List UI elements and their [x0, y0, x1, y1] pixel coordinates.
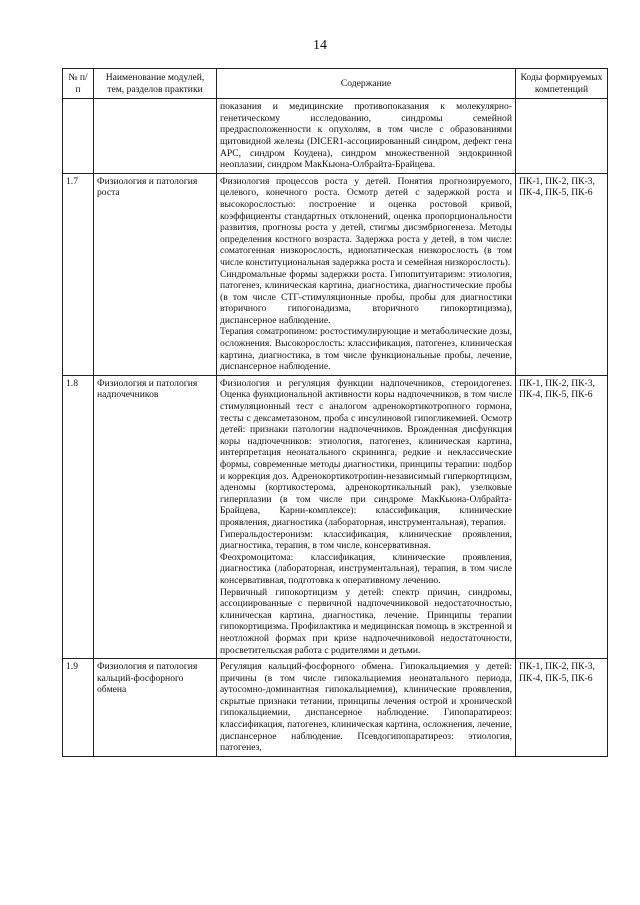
- content-paragraph: Синдромальные формы задержки роста. Гипопитуитаризм: этиология, патогенез, клиническая картина, диагностика, диагностические пробы (в том числе СТГ-стимуляционные пробы, пробы для диагностики вторичного гипогонадизма, вторичного гипокортицизма), диспансерное наблюдение.: [220, 268, 512, 326]
- table-row-continued: [63, 99, 608, 174]
- content-paragraph: Регуляция кальций-фосфорного обмена. Гипокальциемия у детей: причины (в том числе гипокальциемия неонатального периода, аутосомно-доминантная гипокальциемия), клинические проявления, скрытые признаки тетании, принципы лечения острой и хронической гипокальциемии, диспансерное наблюдение. Гипопаратиреоз: классификация, патогенез, клиническая картина, осложнения, лечение, диспансерное наблюдение. Псевдогипопаратиреоз: этиология, патогенез,: [220, 661, 512, 754]
- cell-codes: ПК-1, ПК-2, ПК-3, ПК-4, ПК-5, ПК-6: [516, 173, 608, 375]
- cell-content: [217, 173, 516, 375]
- cell-name: [94, 99, 217, 174]
- header-name: Наименование модулей, тем, разделов практики: [94, 69, 217, 99]
- cell-num: 1.7: [63, 173, 94, 375]
- cell-name: Физиология и патология кальций-фосфорного обмена: [94, 659, 217, 757]
- content-paragraph: Первичный гипокортицизм у детей: спектр причин, синдромы, ассоциированные с первичной надпочечниковой недостаточностью, клиническая картина, диагностика, лечение. Принципы терапии гипокортицизма. Профилактика и медицинская помощь в экстренной и неотложной формах при кризе надпочечниковой недостаточности, просветительская работа с родителями и детьми.: [220, 586, 512, 656]
- content-paragraph: Гиперальдостеронизм: классификация, клинические проявления, диагностика, терапия, в том числе, консервативная.: [220, 528, 512, 552]
- page-number: 14: [313, 38, 327, 53]
- cell-content: [217, 659, 516, 757]
- cell-codes: ПК-1, ПК-2, ПК-3, ПК-4, ПК-5, ПК-6: [516, 659, 608, 757]
- cell-content: [217, 375, 516, 658]
- cell-name: Физиология и патология роста: [94, 173, 217, 375]
- cell-num: 1.9: [63, 659, 94, 757]
- content-paragraph: Физиология процессов роста у детей. Понятия прогнозируемого, целевого, конечного роста. Осмотр детей с задержкой роста и высокорослостью: построение и оценка ростовой кривой, коэффициенты стандартных отклонений, оценка пропорциональности развития, прогнозы роста у детей, стигмы дисэмбриогенеза. Методы определения костного возраста. Задержка роста у детей, в том числе: соматогенная низкорослость, идиопатическая низкорослость (в том числе конституциональная задержка роста и семейная низкорослость).: [220, 175, 512, 268]
- header-num: № п/п: [63, 69, 94, 99]
- table-header-row: [63, 69, 608, 99]
- cell-codes: [516, 99, 608, 174]
- header-content: Содержание: [217, 69, 516, 99]
- cell-num: 1.8: [63, 375, 94, 658]
- table-row-1-8: [63, 375, 608, 658]
- cell-name: Физиология и патология надпочечников: [94, 375, 217, 658]
- content-paragraph: Феохромоцитома: классификация, клинические проявления, диагностика (лабораторная, инструментальная), терапия, в том числе консервативная, подготовка к оперативному лечению.: [220, 551, 512, 586]
- content-paragraph: Терапия соматропином: ростостимулирующие и метаболические дозы, осложнения. Высокорослость: классификация, патогенез, клиническая картина, диагностика, в том числе функциональные пробы, лечение, диспансерное наблюдение.: [220, 326, 512, 373]
- cell-content: [217, 99, 516, 174]
- content-paragraph: Физиология и регуляция функции надпочечников, стероидогенез. Оценка функциональной активности коры надпочечников, в том числе стимуляционный тест с аналогом адренокортикотропного гормона, тесты с дексаметазоном, проба с инсулиновой гипогликемией. Осмотр детей: признаки патологии надпочечников. Врожденная дисфункция коры надпочечников: этиология, патогенез, клиническая картина, интерпретация неонатального скрининга, редкие и неклассические формы, современные методы диагностики, принципы терапии: подбор и коррекция доз. Адренокортикотропин-независимый гиперкортицизм, аденомы (кортикостерома, адренокортикальный рак), узелковые гиперплазии (в том числе при синдроме МакКьюна-Олбрайта-Брайцева, Карни-комплексе): классификация, клинические проявления, диагностика (лабораторная, инструментальная), терапия.: [220, 377, 512, 528]
- content-paragraph: показания и медицинские противопоказания к молекулярно-генетическому исследованию, синдромы семейной предрасположенности к опухолям, в том числе с образованиями щитовидной железы (DICER1-ассоциированный синдром, дефект гена APC, синдром Коудена), синдром множественной эндокринной неоплазии, синдром МакКьюна-Олбрайта-Брайцева.: [220, 101, 512, 171]
- cell-codes: ПК-1, ПК-2, ПК-3, ПК-4, ПК-5, ПК-6: [516, 375, 608, 658]
- header-codes: Коды формируемых компетенций: [516, 69, 608, 99]
- table-row-1-9: [63, 659, 608, 757]
- table-row-1-7: [63, 173, 608, 375]
- cell-num: [63, 99, 94, 174]
- curriculum-table: [62, 68, 608, 757]
